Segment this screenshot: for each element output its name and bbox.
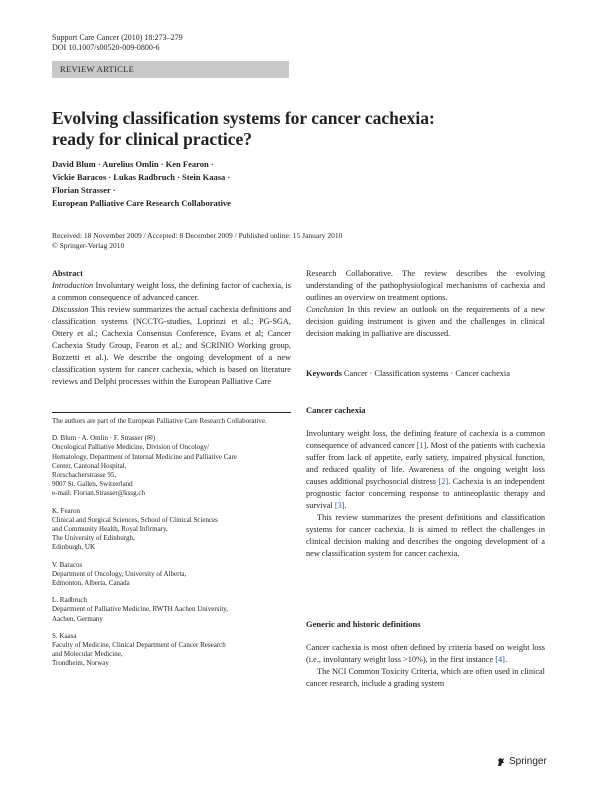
affiliation-line: and Molecular Medicine, [52,650,123,659]
section-cancer-cachexia [306,404,545,560]
discussion-text: This review summarizes the actual cachexia definitions and classification systems (NCCTG-studies, Loprinzi et al.; PG-SGA, Ottery et al.; Cachexia Consensus Conference, Evans et al; Cancer Cachexia Study Group, Fearon et al.; and SCRINIO Working group, Bozzetti et al.). We describe the ongoing development of a new classification system for cancer cachexia, which is based on literature reviews and Delphi processes within the European Palliative Care [52,305,291,386]
affiliation-divider [52,412,291,413]
abstract-conclusion [306,304,545,340]
abstract-heading: Abstract [52,269,83,278]
citation-link[interactable]: [1] [416,441,427,450]
section-generic-definitions [306,618,545,690]
affiliation-line: K. Fearon [52,506,80,515]
author-line: Florian Strasser · [52,185,116,195]
affiliation-line: Clinical and Surgical Sciences, School of Clinical Sciences [52,515,218,524]
text-run: . Cachexia is an independent prognostic factor concerning response to antineoplastic therapy and survival [306,477,545,510]
affiliation-line: Center, Cantonal Hospital, [52,461,127,470]
affiliation-block [52,596,291,624]
affiliation-line: V. Baracos [52,560,83,569]
affiliation-line: and Community Health, Royal Infirmary, [52,525,168,534]
paragraph: This review summarizes the present definitions and classification systems for cancer cachexia. It is aimed to reflect the challenges in clinical decision making and describes the ongoing development of a new classification system for cancer cachexia. [306,513,545,558]
abstract-continued-text: Research Collaborative. The review describes the evolving understanding of the pathophysiological mechanisms of cachexia and outlines an overview on treatment options. [306,269,545,302]
affiliations [52,417,291,677]
affiliation-email[interactable]: e-mail: Florian.Strasser@kssg.ch [52,489,145,498]
publication-dates [52,231,532,251]
publisher-logo [496,756,547,767]
discussion-label: Discussion [52,305,89,314]
keywords-text: Cancer · Classification systems · Cancer cachexia [341,369,510,378]
text-run: Involuntary weight loss, the defining feature of cachexia is a common consequence of advanced cancer [306,429,545,450]
paragraph [306,428,545,512]
author-line: David Blum · Aurelius Omlin · Ken Fearon · [52,159,214,169]
affiliation-line: The University of Edinburgh, [52,534,135,543]
doi-line: DOI 10.1007/s00520-009-0800-6 [52,43,160,52]
section-heading: Generic and historic definitions [306,619,421,629]
text-run: Cancer cachexia is most often defined by criteria based on weight loss (i.e., involuntary weight loss >10%), in the first instance [306,643,545,664]
journal-citation [52,33,183,53]
affiliation-line: Aachen, Germany [52,614,103,623]
affiliation-line: Department of Palliative Medicine, RWTH Aachen University, [52,605,229,614]
abstract-continued [306,268,545,340]
text-run: . [344,501,347,510]
abstract [52,268,291,388]
title-line: Evolving classification systems for cancer cachexia: [52,108,435,128]
citation-link[interactable]: [4] [495,655,505,664]
author-line: Vickie Baracos · Lukas Radbruch · Stein Kaasa · [52,172,231,182]
affiliation-block [52,434,291,498]
affiliation-line: Hematology, Department of Internal Medicine and Palliative Care [52,452,237,461]
intro-label: Introduction [52,281,94,290]
author-line: European Palliative Care Research Collaborative [52,198,231,208]
affiliation-line: Department of Oncology, University of Alberta, [52,569,187,578]
text-run: . [504,655,508,664]
affiliation-block [52,632,291,669]
affiliation-line: Rorschacherstrasse 95, [52,471,117,480]
copyright-line: © Springer-Verlag 2010 [52,241,125,250]
citation-link[interactable]: [3] [334,501,345,510]
affiliation-line: 9007 St. Gallen, Switzerland [52,480,133,489]
affiliation-block [52,561,291,589]
paragraph: The NCI Common Toxicity Criteria, which are often used in clinical cancer research, include a grading system [306,667,545,688]
affiliation-line: S. Kaasa [52,631,77,640]
affiliation-block [52,507,291,553]
text-run: . Most of the patients with cachexia suffer from lack of appetite, early satiety, impaired physical function, and reduced quality of life. Awareness of the ongoing weight loss causes additional psychosocial distress [306,441,545,486]
affiliation-note: The authors are part of the European Palliative Care Research Collaborative. [52,417,267,425]
conclusion-label: Conclusion [306,305,344,314]
article-type-band [52,61,289,78]
section-heading: Cancer cachexia [306,405,366,415]
intro-text: Involuntary weight loss, the defining factor of cachexia, is a common consequence of advanced cancer. [52,281,291,302]
keywords-label: Keywords [306,369,342,378]
keywords [306,368,545,380]
publisher-name: Springer [509,756,547,767]
conclusion-text: In this review an outlook on the requirements of a new decision guiding instrument is given and the challenges in clinical decision making in palliative are discussed. [306,305,545,338]
affiliation-line: Oncological Palliative Medicine, Division of Oncology/ [52,443,210,452]
title-line: ready for clinical practice? [52,129,253,149]
affiliation-line: Trondheim, Norway [52,659,109,668]
affiliation-line: D. Blum · A. Omlin · F. Strasser (✉) [52,434,156,443]
affiliation-line: Edinburgh, UK [52,543,96,552]
abstract-introduction [52,280,291,304]
affiliation-line: Faculty of Medicine, Clinical Department of Cancer Research [52,641,226,650]
paper-title [52,108,532,150]
abstract-discussion [52,304,291,388]
affiliation-line: L. Radbruch [52,596,87,605]
received-line: Received: 18 November 2009 / Accepted: 8 December 2009 / Published online: 15 January 2010 [52,231,343,240]
article-type: REVIEW ARTICLE [60,64,135,74]
affiliation-line: Edmonton, Alberta, Canada [52,579,130,588]
paragraph [306,642,545,666]
journal-line: Support Care Cancer (2010) 18:273–279 [52,33,183,42]
citation-link[interactable]: [2] [438,477,449,486]
springer-horse-icon [496,757,506,767]
author-list [52,158,452,210]
